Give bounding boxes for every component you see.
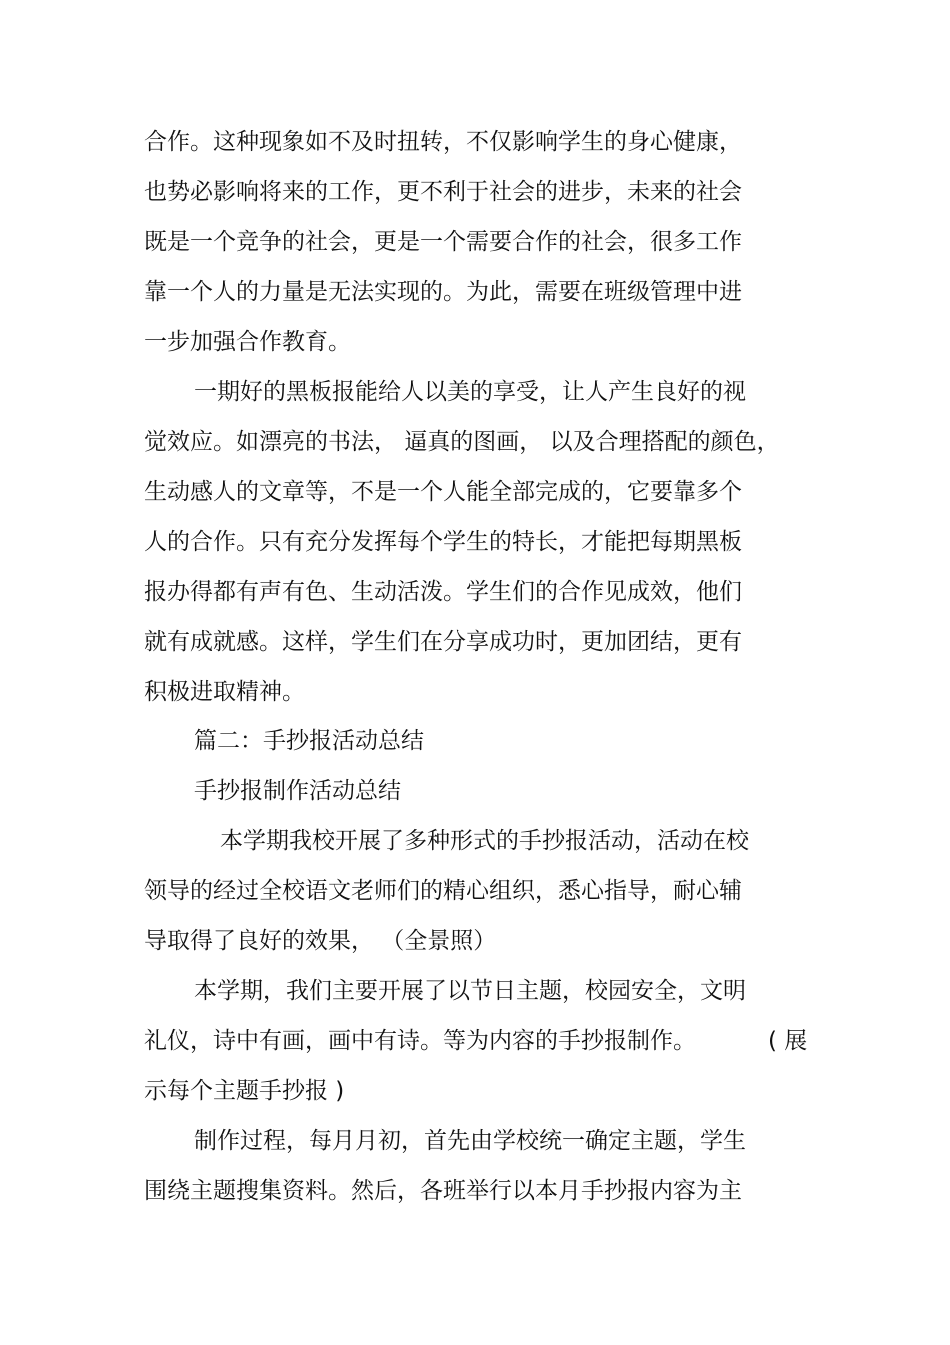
text-line: 示每个主题手抄报 ) [144,1078,345,1104]
text-line: 围绕主题搜集资料。然后，各班举行以本月手抄报内容为主 [144,1178,742,1204]
text-line: 既是一个竞争的社会，更是一个需要合作的社会，很多工作 [144,229,742,255]
text-line: 生动感人的文章等，不是一个人能全部完成的，它要靠多个 [144,479,742,505]
text-line: 报办得都有声有色、生动活泼。学生们的合作见成效，他们 [144,579,742,605]
text-line: 靠一个人的力量是无法实现的。为此，需要在班级管理中进 [144,279,742,305]
paragraph-start-line: 制作过程，每月月初，首先由学校统一确定主题，学生 [194,1128,746,1154]
text-line-fragment: ( 展 [768,1028,808,1054]
text-line: 觉效应。如漂亮的书法， 逼真的图画， 以及合理搭配的颜色， [144,429,780,455]
text-line: 礼仪，诗中有画，画中有诗。等为内容的手抄报制作。 [144,1028,696,1054]
paragraph-start-line: 本学期，我们主要开展了以节日主题，校园安全，文明 [194,978,746,1004]
section-subtitle: 手抄报制作活动总结 [194,778,401,804]
text-line: 积极进取精神。 [144,679,305,705]
paragraph-start-line: 一期好的黑板报能给人以美的享受，让人产生良好的视 [194,379,746,405]
text-line: 一步加强合作教育。 [144,329,351,355]
text-line: 领导的经过全校语文老师们的精心组织，悉心指导，耐心辅 [144,878,742,904]
text-line: 人的合作。只有充分发挥每个学生的特长，才能把每期黑板 [144,529,742,555]
text-line: 也势必影响将来的工作，更不利于社会的进步，未来的社会 [144,179,742,205]
text-line: 合作。这种现象如不及时扭转，不仅影响学生的身心健康， [144,129,742,155]
section-heading: 篇二：手抄报活动总结 [194,728,424,754]
text-line: 就有成就感。这样，学生们在分享成功时，更加团结，更有 [144,629,742,655]
text-line: 导取得了良好的效果， （全景照） [144,928,497,954]
paragraph-start-line: 本学期我校开展了多种形式的手抄报活动，活动在校 [220,828,749,854]
